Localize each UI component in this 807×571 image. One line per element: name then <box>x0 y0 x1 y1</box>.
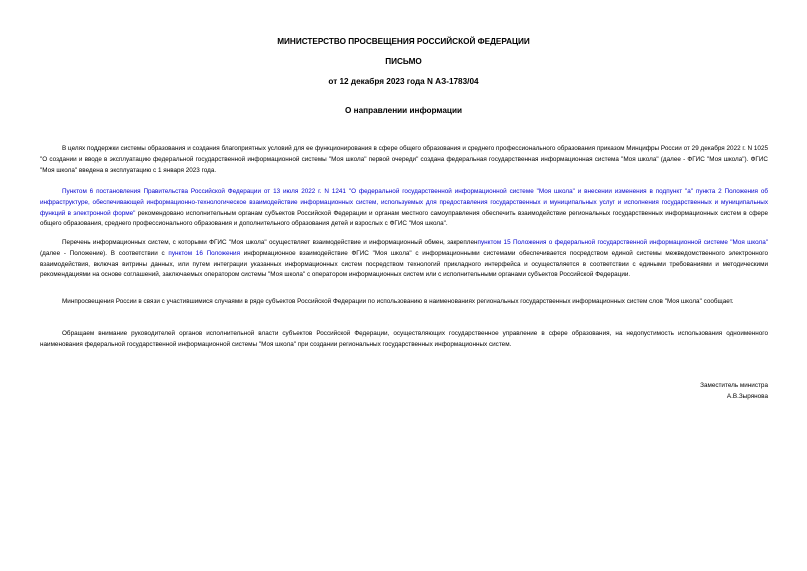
paragraph-3-text-c: информационное взаимодействие ФГИС "Моя школа" с информационными системами обеспечивается посредством единой системы межведомственного электронного взаимодействия, включая витрины данных, или путем интеграции указанных информационных систем посредством технологий прикладного интерфейса и осуществляется в соответствии с едиными требованиями и методическими рекомендациями на основе соглашений, заключаемых оператором системы "Моя школа" с оператором информационных систем или с исполнительными органами субъектов Российской Федерации. <box>40 249 768 279</box>
link-government-decree[interactable]: Пунктом 6 постановления Правительства Российской Федерации от 13 июля 2022 г. N 1241 "О федеральной государственной информационной системе "Моя школа" и внесении изменения в подпункт "а" пункта 2 Положения об инфраструктуре, обеспечивающей информационно-технологическое взаимодействие информационных систем, используемых для предоставления государственных и муниципальных услуг и исполнения государственных и муниципальных функций в электронной форме" <box>40 188 768 217</box>
ministry-title: МИНИСТЕРСТВО ПРОСВЕЩЕНИЯ РОССИЙСКОЙ ФЕДЕРАЦИИ <box>277 37 530 46</box>
paragraph-1: В целях поддержки системы образования и создания благоприятных условий для ее функционирования в сфере общего образования и среднего профессионального образования приказом Минцифры России от 29 декабря 2022 г. N 1025 "О создании и вводе в эксплуатацию федеральной государственной информационной системы "Моя школа" первой очереди" создана федеральная государственная информационная система "Моя школа" (далее - ФГИС "Моя школа"). ФГИС "Моя школа" введена в эксплуатацию с 1 января 2023 года. <box>40 145 768 174</box>
document-date-number: от 12 декабря 2023 года N АЗ-1783/04 <box>328 77 479 86</box>
paragraph-2 <box>40 187 768 230</box>
paragraph-5: Обращаем внимание руководителей органов исполнительной власти субъектов Российской Федерации, осуществляющих государственное управление в сфере образования, на недопустимость использования одноименного наименования федеральной государственной информационной системы "Моя школа" при создании региональных государственных информационных систем. <box>40 330 768 348</box>
document-subject: О направлении информации <box>344 106 463 115</box>
signature-block <box>700 381 768 402</box>
document-type: ПИСЬМО <box>385 57 422 66</box>
paragraph-2-text: рекомендовано исполнительным органам субъектов Российской Федерации и органам местного самоуправления обеспечить взаимодействие региональных государственных информационных систем в сфере общего образования, среднего профессионального образования и дополнительного образования детей и взрослых с ФГИС "Моя школа". <box>40 209 769 228</box>
paragraph-3-text-b: (далее - Положение). В соответствии с <box>40 249 169 257</box>
signatory-name: А.В.Зырянова <box>726 392 768 400</box>
signatory-position: Заместитель министра <box>700 382 768 389</box>
link-regulation-item-16[interactable]: пунктом 16 Положения <box>168 249 240 257</box>
link-regulation-item-15[interactable]: пунктом 15 Положения о федеральной государственной информационной системе "Моя школа" <box>477 239 768 246</box>
paragraph-3-text-a: Перечень информационных систем, с которыми ФГИС "Моя школа" осуществляет взаимодействие и информационный обмен, закреплен <box>62 239 478 246</box>
paragraph-3 <box>40 238 768 281</box>
paragraph-4: Минпросвещения России в связи с участившимися случаями в ряде субъектов Российской Федерации по использованию в наименованиях региональных государственных информационных систем слов "Моя школа" сообщает. <box>62 298 734 305</box>
